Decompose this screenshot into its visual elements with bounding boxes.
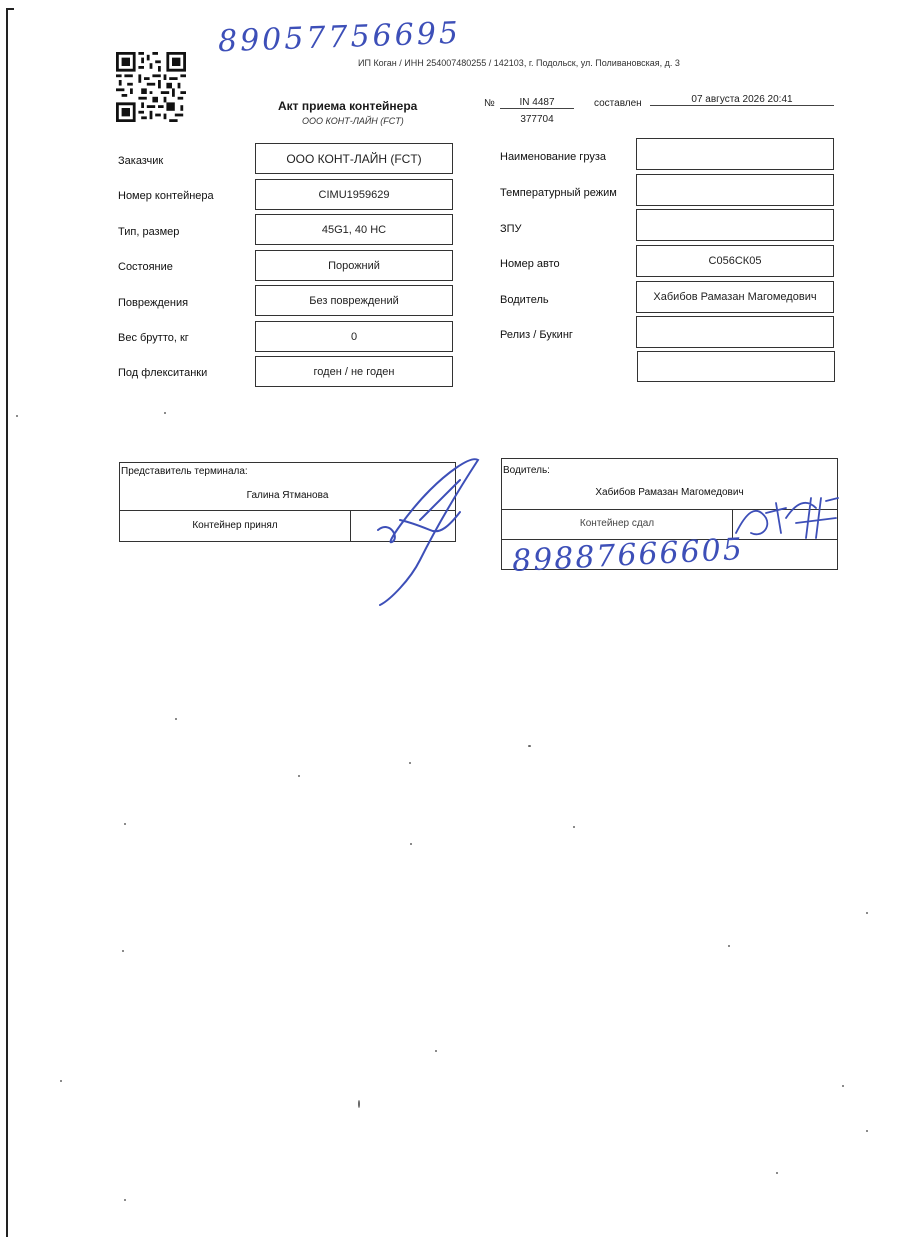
terminal-action-label: Контейнер принял: [192, 520, 278, 531]
composed-label: составлен: [594, 98, 642, 109]
field-value-flexitank: годен / не годен: [255, 356, 453, 387]
act-subtitle: ООО КОНТ-ЛАЙН (FCT): [302, 116, 404, 126]
terminal-sig-header: Представитель терминала:: [121, 466, 248, 477]
terminal-signature-scribble: [360, 450, 500, 610]
field-label-customer: Заказчик: [118, 155, 164, 167]
terminal-rep-name: Галина Ятманова: [246, 490, 329, 501]
act-number-value: IN 4487: [500, 97, 574, 109]
field-label-seal: ЗПУ: [500, 223, 522, 235]
field-value-seal: [636, 209, 834, 241]
handwritten-phone-driver: 89887666605: [511, 531, 745, 580]
field-value-gross-weight: 0: [255, 321, 453, 352]
scan-speck: [122, 950, 124, 952]
scan-speck: [866, 1130, 868, 1132]
field-value-customer: ООО КОНТ-ЛАЙН (FCT): [255, 143, 453, 174]
field-value-temperature: [636, 174, 834, 206]
scan-corner-mark: [6, 8, 14, 10]
driver-sig-header: Водитель:: [503, 465, 550, 476]
scan-speck: [298, 775, 300, 777]
scan-speck: [164, 412, 166, 414]
field-label-flexitank: Под флекситанки: [118, 367, 208, 379]
act-number-sub: 377704: [520, 114, 554, 125]
field-label-cargo-name: Наименование груза: [500, 151, 606, 163]
scan-speck: [528, 745, 531, 747]
scan-speck: [175, 718, 177, 720]
scan-speck: [842, 1085, 844, 1087]
field-value-container-number: CIMU1959629: [255, 179, 453, 210]
field-label-temperature: Температурный режим: [500, 187, 617, 199]
field-label-container-number: Номер контейнера: [118, 190, 214, 202]
scan-speck: [435, 1050, 437, 1052]
driver-signature-scribble: [726, 493, 841, 548]
scan-speck: [573, 826, 575, 828]
scan-speck: [776, 1172, 778, 1174]
scan-speck: [410, 843, 412, 845]
scan-speck: [866, 912, 868, 914]
field-value-blank: [637, 351, 835, 382]
driver-sig-name: Хабибов Рамазан Магомедович: [595, 487, 744, 498]
field-value-type-size: 45G1, 40 HC: [255, 214, 453, 245]
scan-speck: [728, 945, 730, 947]
field-value-cargo-name: [636, 138, 834, 170]
field-value-damage: Без повреждений: [255, 285, 453, 316]
driver-action-label: Контейнер сдал: [579, 518, 655, 529]
org-info-line: ИП Коган / ИНН 254007480255 / 142103, г. Подольск, ул. Поливановская, д. 3: [358, 58, 680, 68]
field-label-type-size: Тип, размер: [118, 226, 180, 238]
field-label-release-booking: Релиз / Букинг: [500, 329, 573, 341]
act-title: Акт приема контейнера: [278, 99, 418, 113]
field-label-condition: Состояние: [118, 261, 173, 273]
act-number-label: №: [484, 98, 495, 109]
composed-date: 07 августа 2026 20:41: [650, 94, 834, 106]
scan-speck: [60, 1080, 62, 1082]
scan-speck: [124, 823, 126, 825]
scan-edge-mark: [6, 8, 8, 1237]
scan-speck: [16, 415, 18, 417]
handwritten-phone-top: 89057756695: [217, 15, 462, 60]
field-label-driver: Водитель: [500, 294, 549, 306]
field-label-vehicle-number: Номер авто: [500, 258, 560, 270]
field-value-vehicle-number: С056СК05: [636, 245, 834, 277]
scan-speck: [409, 762, 411, 764]
scan-speck: [124, 1199, 126, 1201]
field-label-gross-weight: Вес брутто, кг: [118, 332, 189, 344]
field-label-damage: Повреждения: [118, 297, 189, 309]
field-value-condition: Порожний: [255, 250, 453, 281]
field-value-release-booking: [636, 316, 834, 348]
qr-code: [116, 52, 186, 122]
field-value-driver: Хабибов Рамазан Магомедович: [636, 281, 834, 313]
scan-speck: [358, 1100, 360, 1108]
